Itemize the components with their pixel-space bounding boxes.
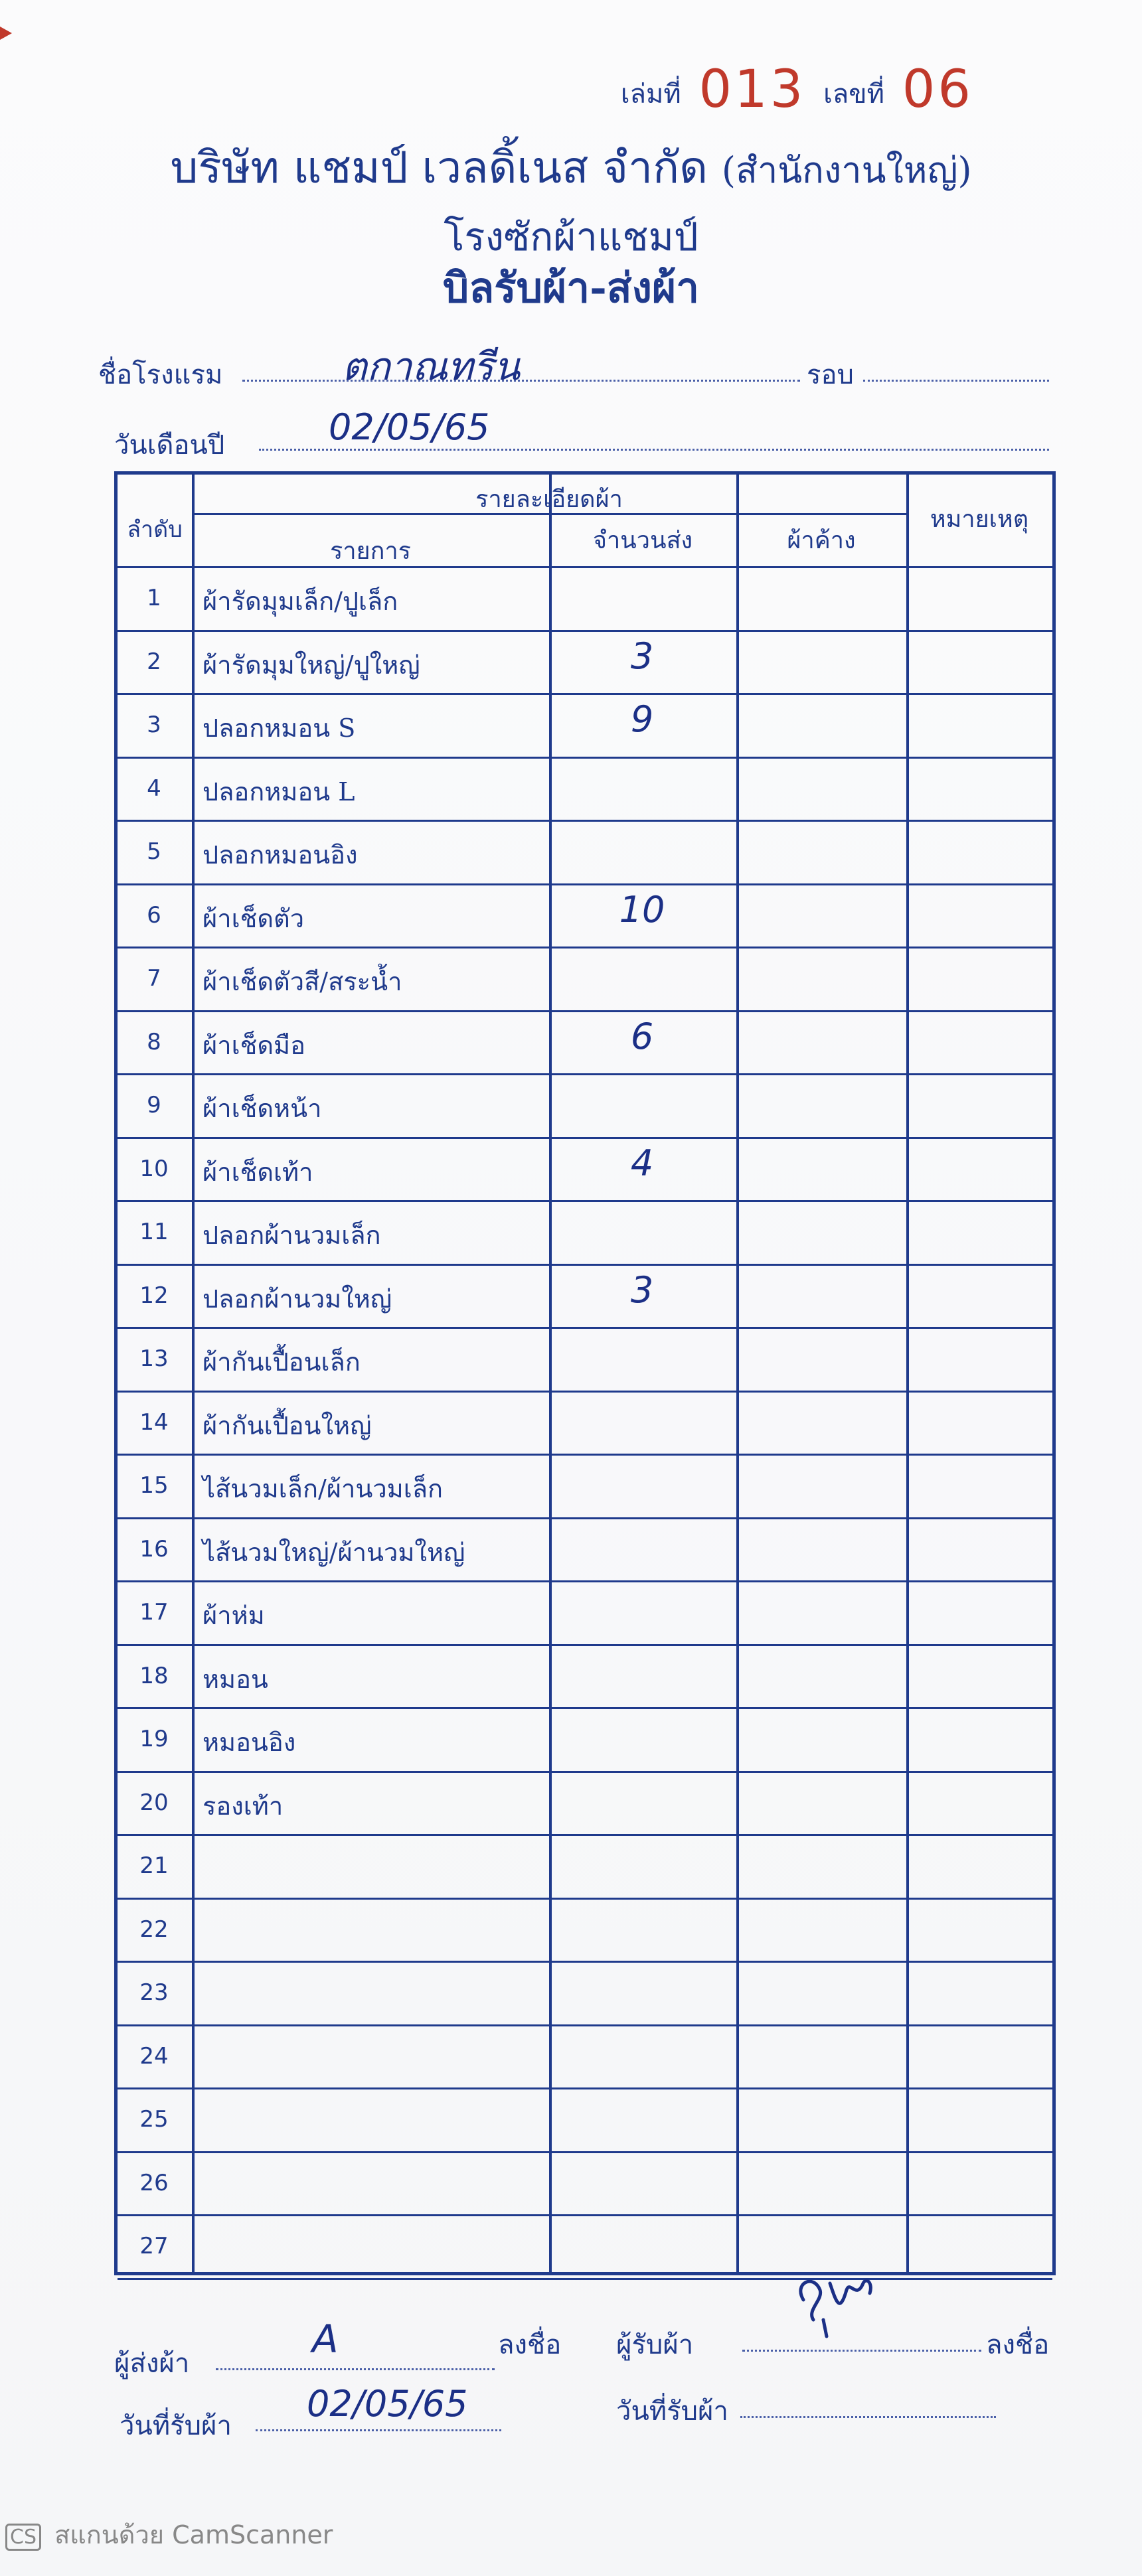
row-divider (118, 1391, 1052, 1393)
row-item-name: ผ้าเช็ดตัวสี/สระน้ำ (203, 967, 402, 996)
date-dotted-line (259, 449, 1049, 451)
row-divider (118, 1834, 1052, 1836)
row-divider (118, 2151, 1052, 2153)
row-number: 1 (147, 585, 161, 611)
row-number: 19 (139, 1726, 169, 1752)
row-divider (118, 693, 1052, 695)
company-branch: (สำนักงานใหญ่) (721, 149, 972, 191)
document-number: 06 (902, 60, 973, 119)
row-divider (118, 1327, 1052, 1329)
sender-sign-label: ลงชื่อ (498, 2330, 562, 2360)
row-divider (118, 1137, 1052, 1139)
row-number: 22 (139, 1916, 169, 1943)
date-label: วันเดือนปี (114, 430, 225, 461)
sender-date-dotted-line (256, 2429, 501, 2431)
number-label: เลขที่ (823, 79, 885, 110)
row-item-name: ไส้นวมเล็ก/ผ้านวมเล็ก (203, 1474, 444, 1503)
sender-date-label: วันที่รับผ้า (120, 2411, 232, 2441)
row-number: 2 (147, 648, 161, 675)
row-quantity: 3 (630, 635, 654, 677)
scanner-watermark-text: สแกนด้วย CamScanner (54, 2520, 333, 2549)
receiver-sign-label: ลงชื่อ (986, 2330, 1050, 2360)
row-divider (118, 1707, 1052, 1709)
row-quantity: 6 (630, 1015, 654, 1057)
row-number: 5 (147, 838, 161, 865)
bill-title: บิลรับผ้า-ส่งผ้า (442, 264, 700, 312)
scanner-watermark (5, 2514, 333, 2555)
row-divider (118, 1898, 1052, 1900)
company-title: บริษัท แชมป์ เวลดิ้เนส จำกัด (170, 142, 708, 193)
row-item-name: ปลอกหมอนอิง (203, 840, 358, 870)
row-item-name: ปลอกหมอน S (203, 714, 356, 743)
row-divider (118, 1454, 1052, 1456)
col-pending-header: ผ้าค้าง (787, 527, 856, 554)
row-quantity: 4 (630, 1142, 654, 1184)
row-number: 26 (139, 2169, 169, 2196)
row-item-name: ผ้าเช็ดหน้า (203, 1094, 322, 1123)
row-item-name: ผ้ากันเปื้อนใหญ่ (203, 1410, 372, 1440)
row-divider (118, 1644, 1052, 1646)
row-item-name: ผ้ารัดมุมใหญ่/ปูใหญ่ (203, 650, 420, 680)
row-quantity: 9 (630, 698, 654, 740)
row-number: 17 (139, 1599, 169, 1626)
row-number: 3 (147, 712, 161, 738)
row-divider (118, 1580, 1052, 1582)
row-number: 12 (139, 1282, 169, 1309)
row-number: 14 (139, 1408, 169, 1436)
sender-label: ผู้ส่งผ้า (114, 2348, 190, 2379)
sender-date-value: 02/05/65 (307, 2383, 468, 2425)
company-name (0, 133, 1142, 202)
row-item-name: หมอน (203, 1664, 268, 1694)
row-divider (118, 1073, 1052, 1075)
row-number: 13 (139, 1345, 169, 1372)
row-number: 23 (139, 1979, 169, 2006)
row-number: 6 (147, 901, 161, 929)
receiver-signature (783, 2263, 890, 2343)
row-item-name: ผ้ากันเปื้อนเล็ก (203, 1347, 361, 1377)
book-number-line (621, 60, 983, 119)
row-item-name: ผ้าห่ม (203, 1601, 265, 1630)
detail-group-header: รายละเอียดผ้า (475, 486, 623, 513)
col-divider (549, 475, 552, 2272)
row-divider (118, 1517, 1052, 1519)
col-divider (192, 475, 195, 2272)
row-number: 16 (139, 1535, 169, 1562)
row-divider (118, 1771, 1052, 1773)
row-divider (118, 630, 1052, 632)
row-item-name: ผ้าเช็ดเท้า (203, 1157, 313, 1187)
row-item-name: ไส้นวมใหญ่/ผ้านวมใหญ่ (203, 1537, 465, 1567)
factory-name: โรงซักผ้าแชมป์ (444, 214, 698, 260)
row-item-name: ปลอกผ้านวมเล็ก (203, 1221, 381, 1250)
row-divider (118, 883, 1052, 885)
row-number: 7 (147, 965, 161, 992)
row-divider (118, 820, 1052, 822)
book-number: 013 (698, 60, 806, 119)
hotel-label: ชื่อโรงแรม (98, 360, 223, 390)
row-number: 10 (139, 1155, 169, 1182)
row-item-name: ผ้ารัดมุมเล็ก/ปูเล็ก (203, 587, 398, 616)
corner-mark (0, 27, 12, 40)
row-quantity: 10 (619, 888, 665, 931)
round-dotted-line (863, 380, 1049, 382)
row-number: 24 (139, 2042, 169, 2070)
row-number: 18 (139, 1662, 169, 1689)
row-number: 4 (147, 775, 161, 802)
col-no-header: ลำดับ (127, 516, 183, 543)
row-item-name: ผ้าเช็ดตัว (203, 903, 305, 933)
row-number: 25 (139, 2106, 169, 2133)
camscanner-icon: CS (5, 2524, 41, 2551)
row-number: 21 (139, 1853, 169, 1879)
row-item-name: ผ้าเช็ดมือ (203, 1030, 305, 1060)
book-label: เล่มที่ (620, 79, 681, 110)
row-number: 20 (139, 1789, 169, 1816)
row-item-name: ปลอกผ้านวมใหญ่ (203, 1284, 392, 1314)
sender-dotted-line (216, 2368, 495, 2370)
laundry-table (114, 471, 1056, 2275)
col-note-header: หมายเหตุ (930, 506, 1029, 533)
col-qty-header: จำนวนส่ง (592, 527, 693, 554)
row-number: 9 (147, 1092, 161, 1118)
round-label: รอบ (807, 360, 854, 390)
row-item-name: ปลอกหมอน L (203, 777, 355, 806)
col-item-header: รายการ (330, 538, 411, 565)
row-number: 15 (139, 1472, 169, 1499)
receiver-dotted-line (742, 2350, 981, 2352)
row-item-name: หมอนอิง (203, 1728, 296, 1757)
row-divider (118, 1010, 1052, 1012)
hotel-dotted-line (242, 380, 800, 382)
date-value: 02/05/65 (329, 406, 490, 448)
col-divider (906, 475, 909, 2272)
row-quantity: 3 (630, 1268, 654, 1311)
row-number: 11 (139, 1219, 169, 1245)
row-divider (118, 2024, 1052, 2026)
row-number: 27 (139, 2233, 169, 2259)
row-divider (118, 947, 1052, 948)
row-divider (118, 1200, 1052, 1202)
hotel-value: ตกาณทรีน (342, 344, 521, 389)
sender-value: A (312, 2316, 339, 2362)
row-divider (118, 2278, 1052, 2280)
row-item-name: รองเท้า (203, 1791, 284, 1821)
row-divider (118, 2214, 1052, 2216)
row-divider (118, 1264, 1052, 1266)
col-divider (736, 475, 739, 2272)
row-divider (118, 1961, 1052, 1963)
row-divider (118, 757, 1052, 759)
receiver-date-dotted-line (740, 2416, 996, 2418)
row-divider (118, 2087, 1052, 2089)
row-number: 8 (147, 1028, 161, 1055)
receiver-date-label: วันที่รับผ้า (616, 2396, 728, 2427)
receiver-label: ผู้รับผ้า (616, 2330, 694, 2360)
